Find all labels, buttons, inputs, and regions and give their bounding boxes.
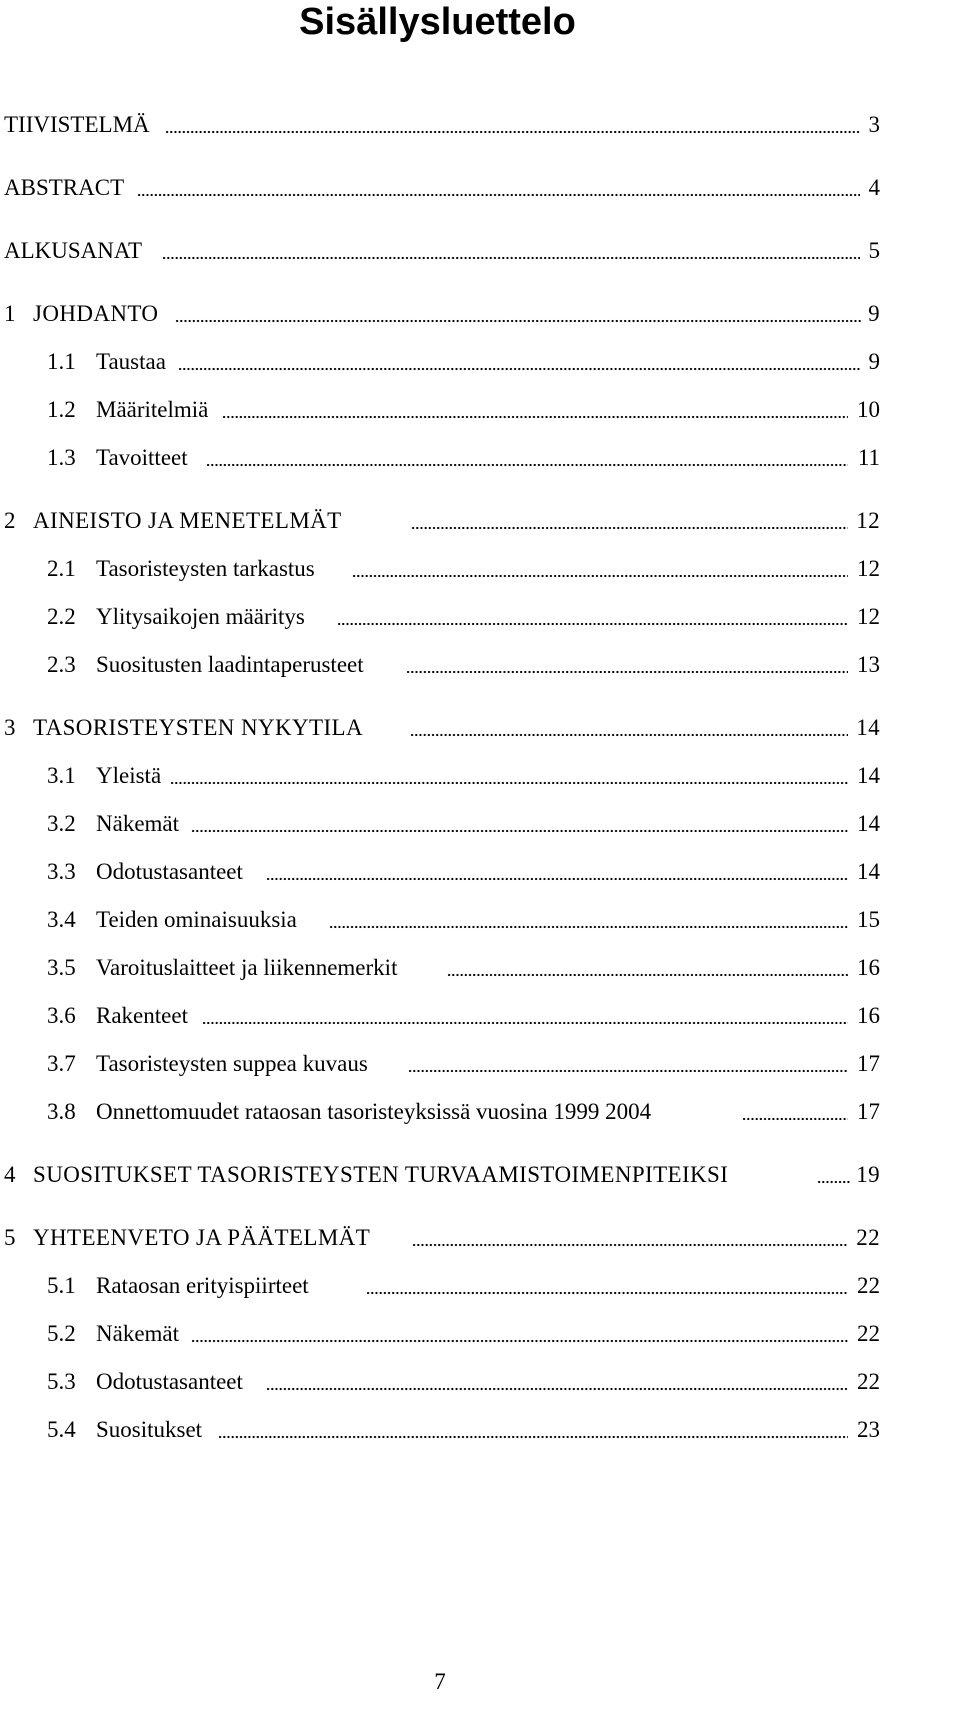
toc-entry-number: 1.2 [47,397,76,422]
toc-entry-title: Suositusten laadintaperusteet [96,652,364,677]
dot-leader [266,1387,848,1391]
toc-entry-page: 3 [868,112,880,137]
toc-entry-5-4 [0,1412,960,1448]
toc-entry-page: 22 [857,1273,880,1298]
dot-leader [742,1117,848,1121]
toc-entry-1 [0,296,960,332]
toc-entry-number: 4 [4,1162,16,1187]
dot-leader [406,670,848,674]
toc-entry-page: 4 [868,175,880,200]
toc-entry-title: Tasoristeysten tarkastus [96,556,315,581]
dot-leader [366,1291,848,1295]
toc-entry-4 [0,1157,960,1193]
dot-leader [178,367,861,371]
dot-leader [206,463,848,467]
dot-leader [191,1339,848,1343]
toc-entry-2-3 [0,647,960,683]
toc-entry-page: 11 [857,445,880,470]
toc-entry-title: Taustaa [96,349,166,374]
toc-entry-5 [0,1220,960,1256]
toc-entry-3-7 [0,1046,960,1082]
dot-leader [165,130,860,134]
toc-entry-title: Määritelmiä [96,397,209,422]
toc-entry-page: 9 [868,349,880,374]
toc-entry-page: 12 [857,604,880,629]
page-number: 7 [434,1669,446,1694]
toc-entry-title: Yleistä [96,763,162,788]
toc-entry-page: 15 [857,907,880,932]
toc-entry-1-1 [0,344,960,380]
toc-entry-3 [0,710,960,746]
toc-entry-number: 1.3 [47,445,76,470]
toc-entry-title: Odotustasanteet [96,1369,243,1394]
toc-entry-3-1 [0,758,960,794]
toc-entry-number: 1.1 [47,349,76,374]
toc-entry-page: 14 [857,763,880,788]
toc-entry-2-2 [0,599,960,635]
toc-entry-title: Varoituslaitteet ja liikennemerkit [96,955,398,980]
toc-entry-3-8 [0,1094,960,1130]
dot-leader [202,1021,848,1025]
toc-entry-number: 3.2 [47,811,76,836]
toc-entry-page: 14 [857,811,880,836]
toc-entry-5-2 [0,1316,960,1352]
toc-entry-number: 3.6 [47,1003,76,1028]
dot-leader [170,781,848,785]
toc-entry-1-2 [0,392,960,428]
toc-entry-page: 5 [868,238,880,263]
toc-entry-title: Tavoitteet [96,445,188,470]
toc-entry-page: 17 [857,1051,880,1076]
toc-entry-number: 3.4 [47,907,76,932]
toc-entry-number: 5.1 [47,1273,76,1298]
toc-entry-title: Näkemät [96,811,180,836]
toc-entry-page: 22 [856,1225,880,1250]
toc-entry-title: ABSTRACT [4,175,125,200]
toc-entry-page: 22 [857,1321,880,1346]
toc-entry-page: 9 [868,301,880,326]
toc-entry-page: 14 [856,715,880,740]
dot-leader [218,1435,848,1439]
toc-entry-title: Suositukset [96,1417,203,1442]
toc-entry-alkusanat [0,233,960,269]
toc-entry-number: 5 [4,1225,16,1250]
dot-leader [412,1243,848,1247]
dot-leader [175,319,861,323]
toc-entry-title: ALKUSANAT [4,238,142,263]
toc-entry-title: JOHDANTO [33,301,159,326]
toc-entry-page: 10 [857,397,880,422]
dot-leader [447,973,848,977]
toc-entry-number: 2.2 [47,604,76,629]
toc-entry-5-1 [0,1268,960,1304]
toc-entry-title: Odotustasanteet [96,859,243,884]
dot-leader [191,829,848,833]
toc-entry-page: 22 [857,1369,880,1394]
toc-entry-number: 3 [4,715,16,740]
page-title: Sisällysluettelo [299,1,576,43]
toc-entry-title: Näkemät [96,1321,180,1346]
dot-leader [162,256,860,260]
toc-entry-page: 16 [857,955,880,980]
dot-leader [266,877,848,881]
toc-entry-title: Rakenteet [96,1003,188,1028]
toc-entry-title: AINEISTO JA MENETELMÄT [33,508,342,533]
toc-entry-title: Onnettomuudet rataosan tasoristeyksissä vuosina 1999 2004 [96,1099,652,1124]
dot-leader [352,574,848,578]
toc-entry-title: TIIVISTELMÄ [4,112,150,137]
toc-entry-number: 3.7 [47,1051,76,1076]
toc-entry-abstract [0,170,960,206]
toc-entry-number: 3.8 [47,1099,76,1124]
dot-leader [337,622,848,626]
toc-entry-3-6 [0,998,960,1034]
toc-entry-title: YHTEENVETO JA PÄÄTELMÄT [33,1225,371,1250]
toc-entry-title: SUOSITUKSET TASORISTEYSTEN TURVAAMISTOIMENPITEIKSI [33,1162,729,1187]
toc-entry-2-1 [0,551,960,587]
toc-entry-3-4 [0,902,960,938]
toc-entry-page: 14 [857,859,880,884]
toc-entry-number: 5.3 [47,1369,76,1394]
dot-leader [411,526,848,530]
dot-leader [222,415,848,419]
toc-entry-page: 12 [857,556,880,581]
toc-entry-page: 17 [857,1099,880,1124]
toc-entry-2 [0,503,960,539]
toc-entry-page: 16 [857,1003,880,1028]
toc-entry-3-2 [0,806,960,842]
toc-entry-page: 12 [856,508,880,533]
toc-entry-3-3 [0,854,960,890]
toc-entry-title: Tasoristeysten suppea kuvaus [96,1051,368,1076]
dot-leader [410,733,848,737]
toc-entry-page: 13 [857,652,880,677]
toc-entry-number: 2.3 [47,652,76,677]
dot-leader [408,1069,848,1073]
toc-entry-number: 2 [4,508,16,533]
toc-entry-number: 3.1 [47,763,76,788]
toc-entry-number: 5.2 [47,1321,76,1346]
toc-entry-title: Teiden ominaisuuksia [96,907,297,932]
toc-entry-title: Ylitysaikojen määritys [96,604,305,629]
dot-leader [137,193,860,197]
dot-leader [329,925,848,929]
toc-entry-number: 3.5 [47,955,76,980]
toc-entry-number: 3.3 [47,859,76,884]
toc-entry-3-5 [0,950,960,986]
toc-entry-page: 23 [857,1417,880,1442]
toc-entry-number: 2.1 [47,556,76,581]
toc-entry-tiivistelma [0,107,960,143]
toc-entry-title: TASORISTEYSTEN NYKYTILA [33,715,363,740]
toc-entry-number: 1 [4,301,16,326]
toc-entry-page: 19 [856,1162,880,1187]
toc-entry-number: 5.4 [47,1417,76,1442]
toc-entry-5-3 [0,1364,960,1400]
toc-entry-1-3 [0,440,960,476]
toc-entry-title: Rataosan erityispiirteet [96,1273,309,1298]
